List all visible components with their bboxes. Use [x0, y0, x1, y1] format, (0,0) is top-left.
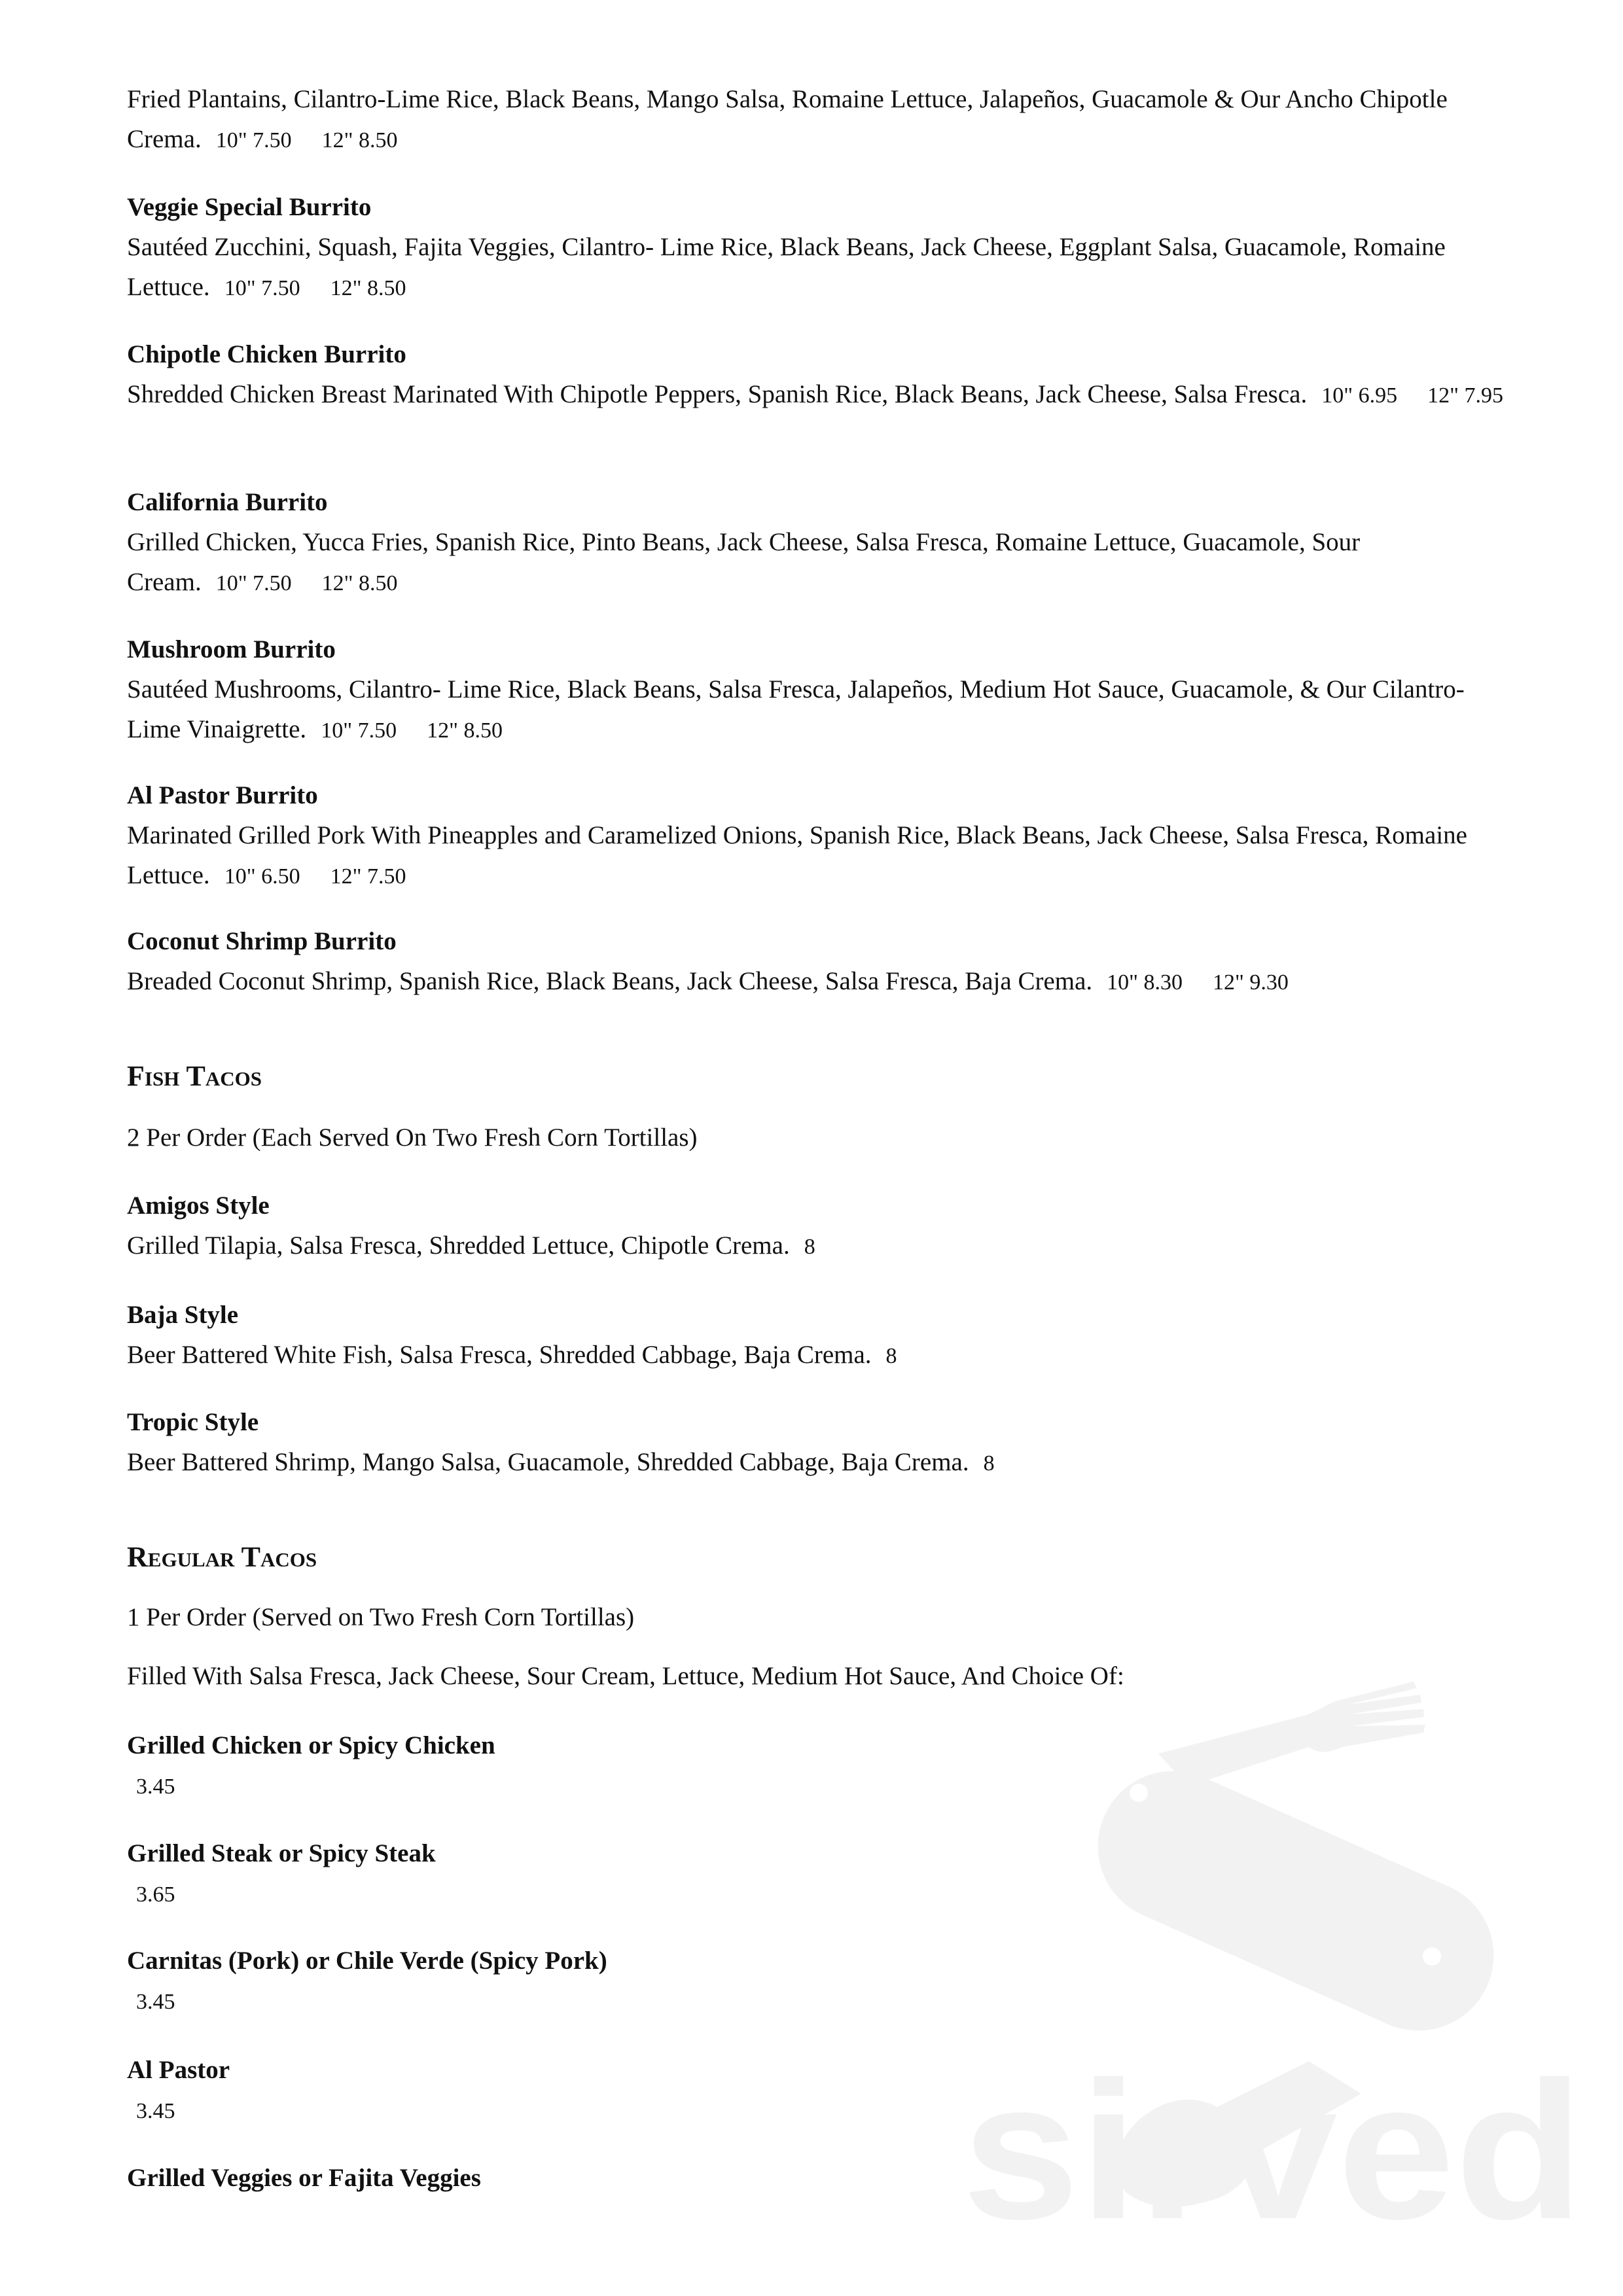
- item-description: Grilled Tilapia, Salsa Fresca, Shredded Lettuce, Chipotle Crema.: [127, 1231, 790, 1260]
- item-description: Beer Battered Shrimp, Mango Salsa, Guacamole, Shredded Cabbage, Baja Crema.: [127, 1448, 969, 1476]
- item-title: Amigos Style: [127, 1192, 270, 1220]
- section-note: 1 Per Order (Served on Two Fresh Corn Tortillas): [127, 1603, 635, 1631]
- price-12in: 12" 8.50: [427, 718, 503, 743]
- item-title: California Burrito: [127, 488, 328, 516]
- menu-item: [127, 629, 1514, 751]
- item-title: Veggie Special Burrito: [127, 193, 372, 221]
- price-12in: 12" 8.50: [330, 276, 406, 300]
- item-title: Mushroom Burrito: [127, 635, 336, 663]
- item-description: Grilled Chicken, Yucca Fries, Spanish Rice, Pinto Beans, Jack Cheese, Salsa Fresca, Romaine Lettuce, Guacamole, Sour Cream.: [127, 528, 1361, 596]
- item-price: 8: [885, 1344, 897, 1368]
- item-price: 8: [983, 1451, 995, 1475]
- item-description: Beer Battered White Fish, Salsa Fresca, Shredded Cabbage, Baja Crema.: [127, 1341, 872, 1369]
- item-title: Al Pastor Burrito: [127, 781, 318, 809]
- item-title: Coconut Shrimp Burrito: [127, 927, 397, 955]
- price-10in: 10" 6.95: [1321, 383, 1398, 408]
- item-price: 3.65: [136, 1882, 175, 1907]
- price-12in: 12" 8.50: [321, 571, 398, 595]
- item-price: 3.45: [136, 1990, 175, 2014]
- price-12in: 12" 7.95: [1427, 383, 1503, 408]
- menu-item: [127, 1186, 1514, 1267]
- item-price: 3.45: [136, 1775, 175, 1799]
- section-heading-fish-tacos: Fish Tacos: [127, 1060, 262, 1092]
- menu-item: [127, 775, 1514, 896]
- section-note: 2 Per Order (Each Served On Two Fresh Corn Tortillas): [127, 1123, 698, 1152]
- section-heading-regular-tacos: Regular Tacos: [127, 1541, 317, 1573]
- item-price: 3.45: [136, 2099, 175, 2123]
- price-10in: 10" 6.50: [224, 864, 300, 889]
- menu-item: [127, 79, 1514, 160]
- item-title: Tropic Style: [127, 1408, 259, 1436]
- price-12in: 12" 7.50: [330, 864, 406, 889]
- item-title: Grilled Steak or Spicy Steak: [127, 1839, 436, 1867]
- menu-item: [127, 1725, 1514, 1807]
- menu-item: [127, 187, 1514, 308]
- menu-item: [127, 1295, 1514, 1376]
- item-title: Al Pastor: [127, 2056, 230, 2084]
- menu-item: [127, 1402, 1514, 1483]
- price-12in: 12" 9.30: [1213, 970, 1289, 995]
- item-title: Baja Style: [127, 1301, 239, 1329]
- price-10in: 10" 7.50: [215, 128, 292, 152]
- menu-item: [127, 2158, 1514, 2198]
- menu-item: [127, 482, 1514, 603]
- price-12in: 12" 8.50: [321, 128, 398, 152]
- item-title: Carnitas (Pork) or Chile Verde (Spicy Pork): [127, 1947, 607, 1975]
- item-description: Breaded Coconut Shrimp, Spanish Rice, Black Beans, Jack Cheese, Salsa Fresca, Baja Crema.: [127, 967, 1093, 995]
- price-10in: 10" 7.50: [224, 276, 300, 300]
- item-title: Grilled Veggies or Fajita Veggies: [127, 2164, 481, 2192]
- price-10in: 10" 7.50: [215, 571, 292, 595]
- menu-item: [127, 921, 1514, 1002]
- price-10in: 10" 8.30: [1107, 970, 1183, 995]
- item-description: Fried Plantains, Cilantro-Lime Rice, Black Beans, Mango Salsa, Romaine Lettuce, Jalapeños, Guacamole & Our Ancho Chipotle Crema.: [127, 85, 1448, 153]
- item-title: Grilled Chicken or Spicy Chicken: [127, 1731, 495, 1759]
- menu-item: [127, 1833, 1514, 1915]
- item-description: Sautéed Zucchini, Squash, Fajita Veggies, Cilantro- Lime Rice, Black Beans, Jack Cheese, Eggplant Salsa, Guacamole, Romaine Lettuce.: [127, 233, 1446, 301]
- section-note: Filled With Salsa Fresca, Jack Cheese, Sour Cream, Lettuce, Medium Hot Sauce, And Choice Of:: [127, 1662, 1124, 1690]
- menu-item: [127, 334, 1514, 415]
- menu-item: [127, 1941, 1514, 2022]
- item-description: Sautéed Mushrooms, Cilantro- Lime Rice, Black Beans, Salsa Fresca, Jalapeños, Medium Hot Sauce, Guacamole, & Our Cilantro- Lime Vinaigrette.: [127, 675, 1465, 743]
- item-description: Shredded Chicken Breast Marinated With Chipotle Peppers, Spanish Rice, Black Beans, Jack Cheese, Salsa Fresca.: [127, 380, 1308, 408]
- watermark-text: sirved: [962, 2040, 1584, 2238]
- price-10in: 10" 7.50: [321, 718, 397, 743]
- item-price: 8: [804, 1235, 815, 1259]
- menu-item: [127, 2050, 1514, 2131]
- item-title: Chipotle Chicken Burrito: [127, 340, 406, 368]
- item-description: Marinated Grilled Pork With Pineapples and Caramelized Onions, Spanish Rice, Black Beans, Jack Cheese, Salsa Fresca, Romaine Lettuce.: [127, 821, 1467, 889]
